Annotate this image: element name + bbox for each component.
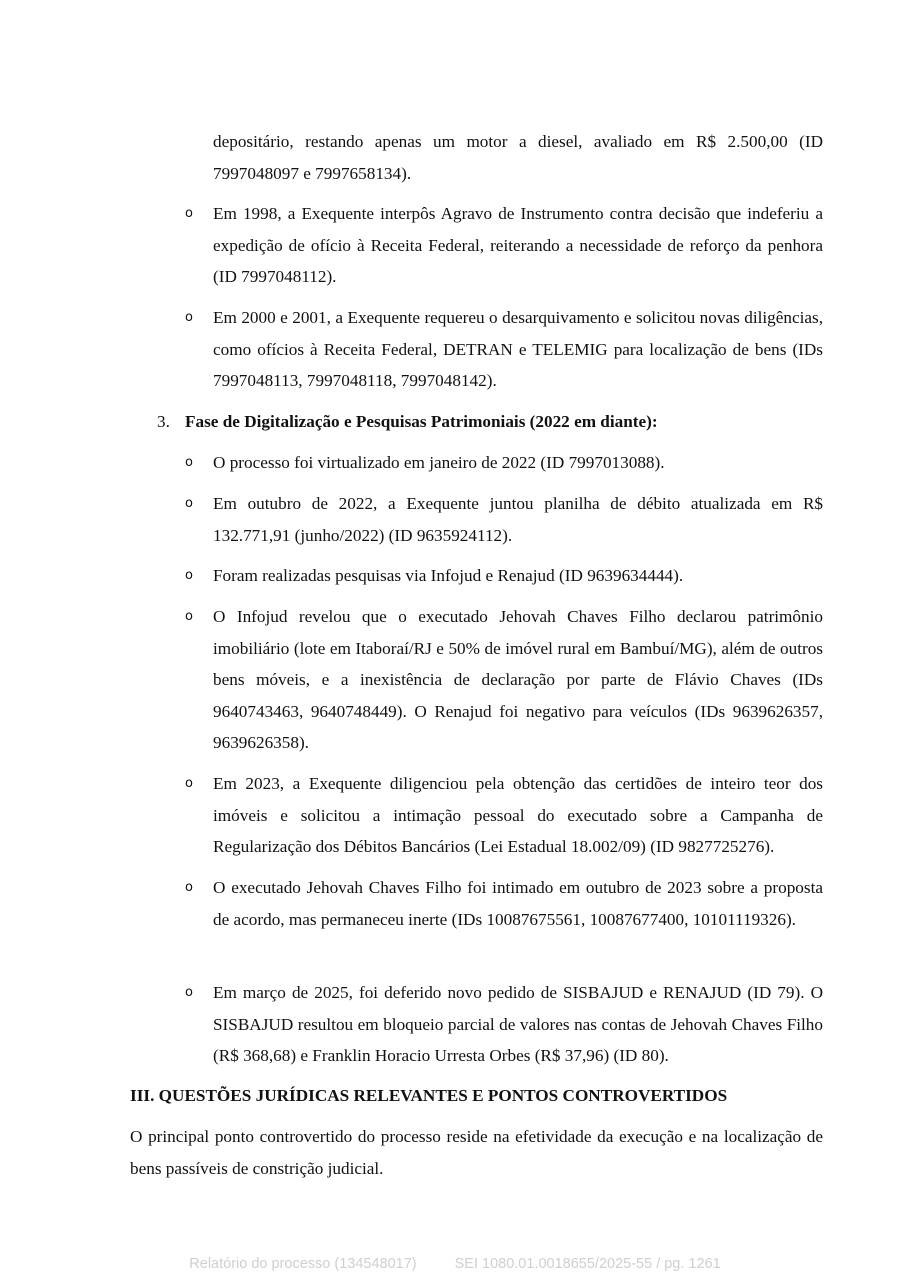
continuation-text: depositário, restando apenas um motor a diesel, avaliado em R$ 2.500,00 (ID 7997048097 e 7997658134). bbox=[213, 132, 823, 183]
phase-number: 3. bbox=[157, 412, 170, 431]
footer-report: Relatório do processo (134548017) bbox=[189, 1256, 417, 1272]
bullet-marker: o bbox=[185, 880, 193, 895]
bullet-marker: o bbox=[185, 776, 193, 791]
bullet-marker: o bbox=[185, 206, 193, 221]
list-item-text: Em 2000 e 2001, a Exequente requereu o desarquivamento e solicitou novas diligências, como ofícios à Receita Federal, DETRAN e TELEMIG para localização de bens (IDs 7997048113, 7997048118, 7997048142). bbox=[213, 308, 823, 390]
list-item-text: O executado Jehovah Chaves Filho foi intimado em outubro de 2023 sobre a proposta de acordo, mas permaneceu inerte (IDs 10087675561, 10087677400, 10101119326). bbox=[213, 878, 823, 929]
section-title: III. QUESTÕES JURÍDICAS RELEVANTES E PONTOS CONTROVERTIDOS bbox=[130, 1086, 728, 1105]
phase-heading bbox=[157, 406, 837, 438]
list-item-text: O processo foi virtualizado em janeiro de 2022 (ID 7997013088). bbox=[213, 453, 665, 472]
phase-title: Fase de Digitalização e Pesquisas Patrimoniais (2022 em diante): bbox=[185, 412, 658, 431]
bullet-marker: o bbox=[185, 496, 193, 511]
bullet-marker: o bbox=[185, 455, 193, 470]
bullet-marker: o bbox=[185, 568, 193, 583]
list-item-text: Em outubro de 2022, a Exequente juntou planilha de débito atualizada em R$ 132.771,91 (junho/2022) (ID 9635924112). bbox=[213, 494, 823, 545]
list-item-text: O Infojud revelou que o executado Jehovah Chaves Filho declarou patrimônio imobiliário (lote em Itaboraí/RJ e 50% de imóvel rural em Bambuí/MG), além de outros bens móveis, e a inexistência de declaração por parte de Flávio Chaves (IDs 9640743463, 9640748449). O Renajud foi negativo para veículos (IDs 9639626357, 9639626358). bbox=[213, 607, 823, 752]
bullet-marker: o bbox=[185, 609, 193, 624]
page-footer bbox=[0, 1256, 910, 1272]
footer-sei: SEI 1080.01.0018655/2025-55 / pg. 1261 bbox=[454, 1256, 721, 1272]
bullet-marker: o bbox=[185, 985, 193, 1000]
list-item-text: Foram realizadas pesquisas via Infojud e Renajud (ID 9639634444). bbox=[213, 566, 684, 585]
section-paragraph: O principal ponto controvertido do processo reside na efetividade da execução e na localização de bens passíveis de constrição judicial. bbox=[130, 1127, 823, 1178]
bullet-marker: o bbox=[185, 310, 193, 325]
list-item-text: Em 2023, a Exequente diligenciou pela obtenção das certidões de inteiro teor dos imóveis e solicitou a intimação pessoal do executado sobre a Campanha de Regularização dos Débitos Bancários (Lei Estadual 18.002/09) (ID 9827725276). bbox=[213, 774, 823, 856]
list-item-text: Em março de 2025, foi deferido novo pedido de SISBAJUD e RENAJUD (ID 79). O SISBAJUD resultou em bloqueio parcial de valores nas contas de Jehovah Chaves Filho (R$ 368,68) e Franklin Horacio Urresta Orbes (R$ 37,96) (ID 80). bbox=[213, 983, 823, 1065]
list-item-text: Em 1998, a Exequente interpôs Agravo de Instrumento contra decisão que indeferiu a expedição de ofício à Receita Federal, reiterando a necessidade de reforço da penhora (ID 7997048112). bbox=[213, 204, 823, 286]
